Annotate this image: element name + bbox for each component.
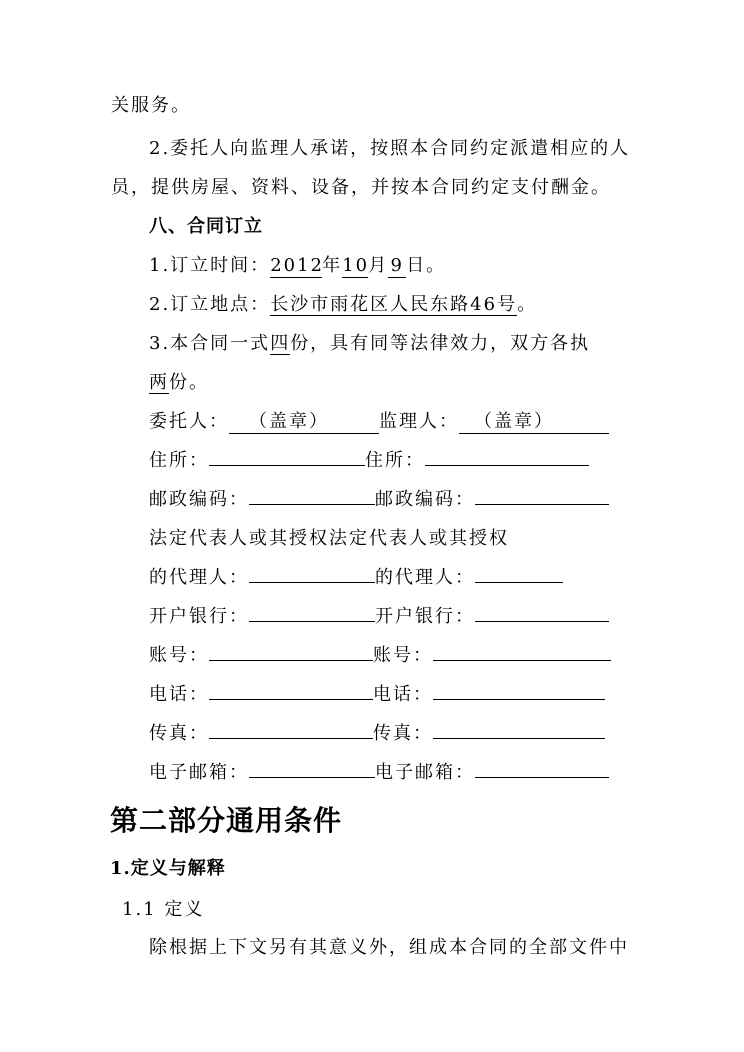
month-value: 10 bbox=[342, 255, 370, 276]
row-fax bbox=[149, 722, 605, 746]
phone-label-1: 电话： bbox=[149, 684, 209, 705]
account-field-2[interactable] bbox=[433, 660, 611, 661]
paragraph-2-line2: 员，提供房屋、资料、设备，并按本合同约定支付酬金。 bbox=[111, 177, 611, 198]
postcode-label-2: 邮政编码： bbox=[375, 489, 475, 510]
copies-each: 两 bbox=[149, 372, 169, 393]
postcode-field-2[interactable] bbox=[475, 504, 609, 505]
copies-count: 四 bbox=[270, 333, 291, 354]
client-seal-text: （盖章） bbox=[249, 411, 329, 432]
year-unit: 年 bbox=[322, 255, 343, 276]
phone-field-1[interactable] bbox=[209, 699, 373, 700]
copies-pre: 3.本合同一式 bbox=[149, 333, 271, 354]
address-field-2[interactable] bbox=[425, 465, 589, 466]
place-end: 。 bbox=[517, 294, 538, 315]
address-field-1[interactable] bbox=[209, 465, 365, 466]
account-label-2: 账号： bbox=[373, 645, 433, 666]
fax-field-2[interactable] bbox=[433, 738, 605, 739]
bank-field-1[interactable] bbox=[249, 621, 375, 622]
account-label-1: 账号： bbox=[149, 645, 209, 666]
row-email bbox=[149, 761, 609, 785]
part-2-heading: 第二部分通用条件 bbox=[110, 804, 343, 837]
supervisor-label: 监理人： bbox=[379, 411, 459, 432]
copies-mid: 份，具有同等法律效力，双方各执 bbox=[290, 333, 591, 354]
definitions-subheading: 1.1 定义 bbox=[122, 899, 205, 920]
row-bank bbox=[149, 605, 609, 629]
year-value: 2012 bbox=[270, 255, 324, 276]
agent-label-1: 的代理人： bbox=[149, 567, 249, 588]
bank-field-2[interactable] bbox=[475, 621, 609, 622]
row-parties bbox=[149, 410, 609, 434]
fax-label-1: 传真： bbox=[149, 723, 209, 744]
email-field-1[interactable] bbox=[249, 777, 375, 778]
month-unit: 月 bbox=[368, 255, 389, 276]
phone-label-2: 电话： bbox=[373, 684, 433, 705]
agent-field-1[interactable] bbox=[249, 582, 375, 583]
time-label: 1.订立时间： bbox=[149, 255, 271, 276]
phone-field-2[interactable] bbox=[433, 699, 605, 700]
supervisor-seal-text: （盖章） bbox=[474, 411, 554, 432]
client-label: 委托人： bbox=[149, 411, 229, 432]
address-label-1: 住所： bbox=[149, 450, 209, 471]
fax-label-2: 传真： bbox=[373, 723, 433, 744]
definitions-heading: 1.定义与解释 bbox=[110, 858, 226, 879]
email-field-2[interactable] bbox=[475, 777, 609, 778]
copies-end: 份。 bbox=[169, 372, 209, 393]
section-8-heading: 八、合同订立 bbox=[149, 216, 263, 237]
email-label-1: 电子邮箱： bbox=[149, 762, 249, 783]
place-label: 2.订立地点： bbox=[149, 294, 271, 315]
day-value: 9 bbox=[388, 255, 406, 278]
bank-label-1: 开户银行： bbox=[149, 606, 249, 627]
item-signing-time bbox=[149, 254, 446, 278]
email-label-2: 电子邮箱： bbox=[375, 762, 475, 783]
text-top: 关服务。 bbox=[111, 95, 191, 116]
day-unit: 日。 bbox=[406, 255, 447, 276]
row-address bbox=[149, 449, 589, 473]
account-field-1[interactable] bbox=[209, 660, 373, 661]
row-phone bbox=[149, 683, 605, 707]
item-signing-place bbox=[149, 293, 537, 317]
client-seal-field[interactable] bbox=[229, 411, 379, 434]
postcode-field-1[interactable] bbox=[249, 504, 375, 505]
row-representative-2 bbox=[149, 566, 563, 590]
row-account bbox=[149, 644, 611, 668]
item-copies-line2 bbox=[149, 371, 209, 395]
item-copies-line1 bbox=[149, 332, 590, 356]
paragraph-2-line1: 2.委托人向监理人承诺，按照本合同约定派遣相应的人 bbox=[149, 138, 631, 159]
supervisor-seal-field[interactable] bbox=[459, 411, 609, 434]
definitions-paragraph: 除根据上下文另有其意义外，组成本合同的全部文件中 bbox=[149, 937, 629, 958]
fax-field-1[interactable] bbox=[209, 738, 373, 739]
place-value: 长沙市雨花区人民东路46号 bbox=[270, 294, 518, 315]
row-representative-1: 法定代表人或其授权法定代表人或其授权 bbox=[149, 528, 509, 549]
bank-label-2: 开户银行： bbox=[375, 606, 475, 627]
address-label-2: 住所： bbox=[365, 450, 425, 471]
postcode-label-1: 邮政编码： bbox=[149, 489, 249, 510]
agent-label-2: 的代理人： bbox=[375, 567, 475, 588]
agent-field-2[interactable] bbox=[475, 582, 563, 583]
row-postcode bbox=[149, 488, 609, 512]
